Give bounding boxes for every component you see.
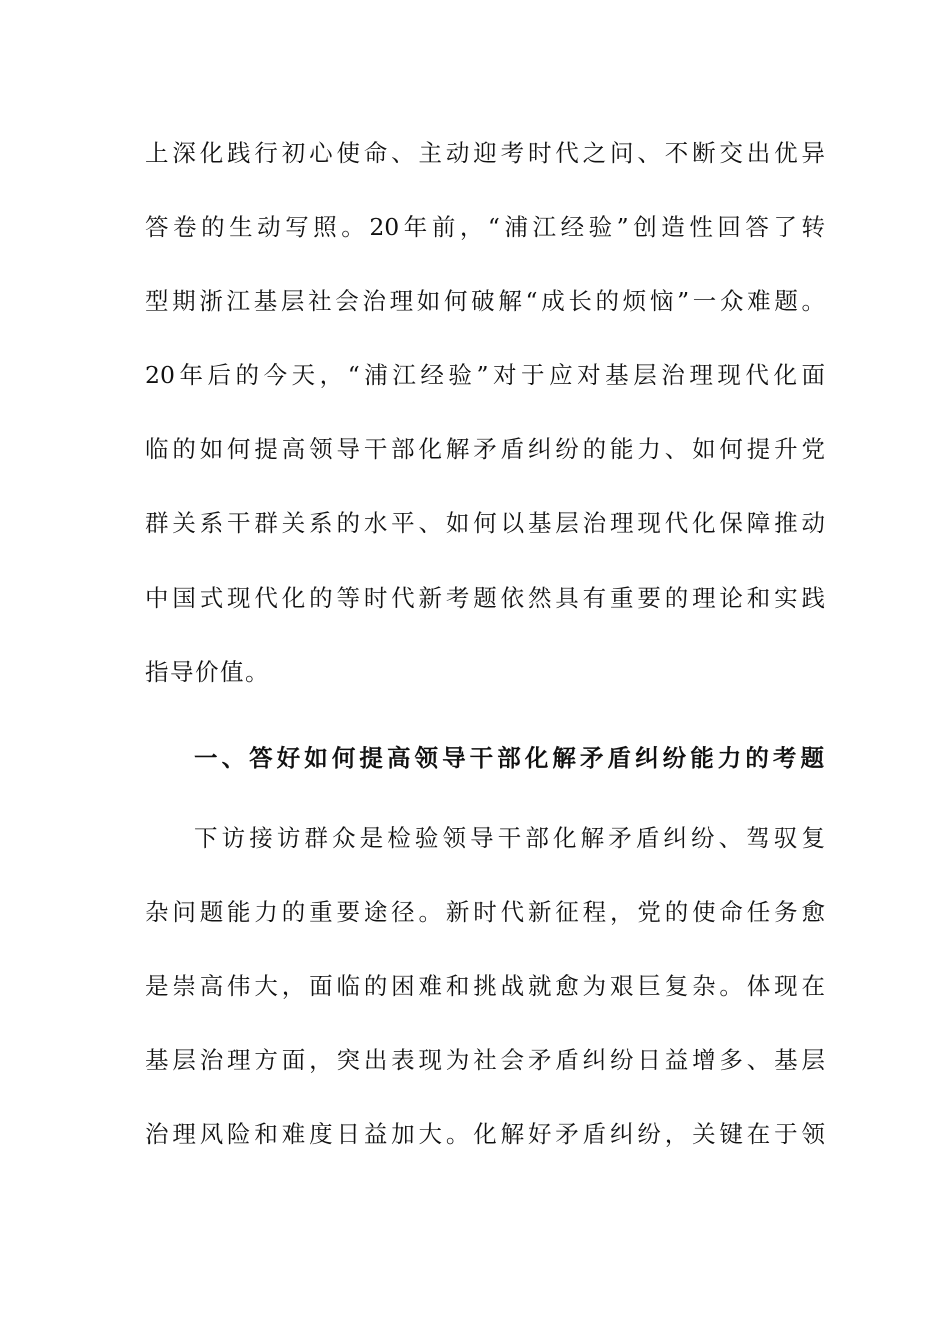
paragraph-line-last: 指导价值。 [145,658,270,686]
paragraph-line: 中国式现代化的等时代新考题依然具有重要的理论和实践 [145,584,825,612]
paragraph-line: 治理风险和难度日益加大。化解好矛盾纠纷，关键在于领 [145,1120,825,1148]
paragraph-line: 是崇高伟大，面临的困难和挑战就愈为艰巨复杂。体现在 [145,972,825,1000]
paragraph-line-first: 下访接访群众是检验领导干部化解矛盾纠纷、驾驭复 [194,824,825,852]
paragraph-line: 基层治理方面，突出表现为社会矛盾纠纷日益增多、基层 [145,1046,825,1074]
paragraph-line: 临的如何提高领导干部化解矛盾纠纷的能力、如何提升党 [145,435,825,463]
paragraph-line: 答卷的生动写照。20年前，“浦江经验”创造性回答了转 [145,213,825,241]
paragraph-line: 20年后的今天，“浦江经验”对于应对基层治理现代化面 [145,361,825,389]
section-heading: 一、答好如何提高领导干部化解矛盾纠纷能力的考题 [194,744,824,772]
paragraph-line: 型期浙江基层社会治理如何破解“成长的烦恼”一众难题。 [145,287,825,315]
paragraph-line: 杂问题能力的重要途径。新时代新征程，党的使命任务愈 [145,898,825,926]
paragraph-line: 群关系干群关系的水平、如何以基层治理现代化保障推动 [145,509,825,537]
paragraph-line: 上深化践行初心使命、主动迎考时代之问、不断交出优异 [145,139,825,167]
